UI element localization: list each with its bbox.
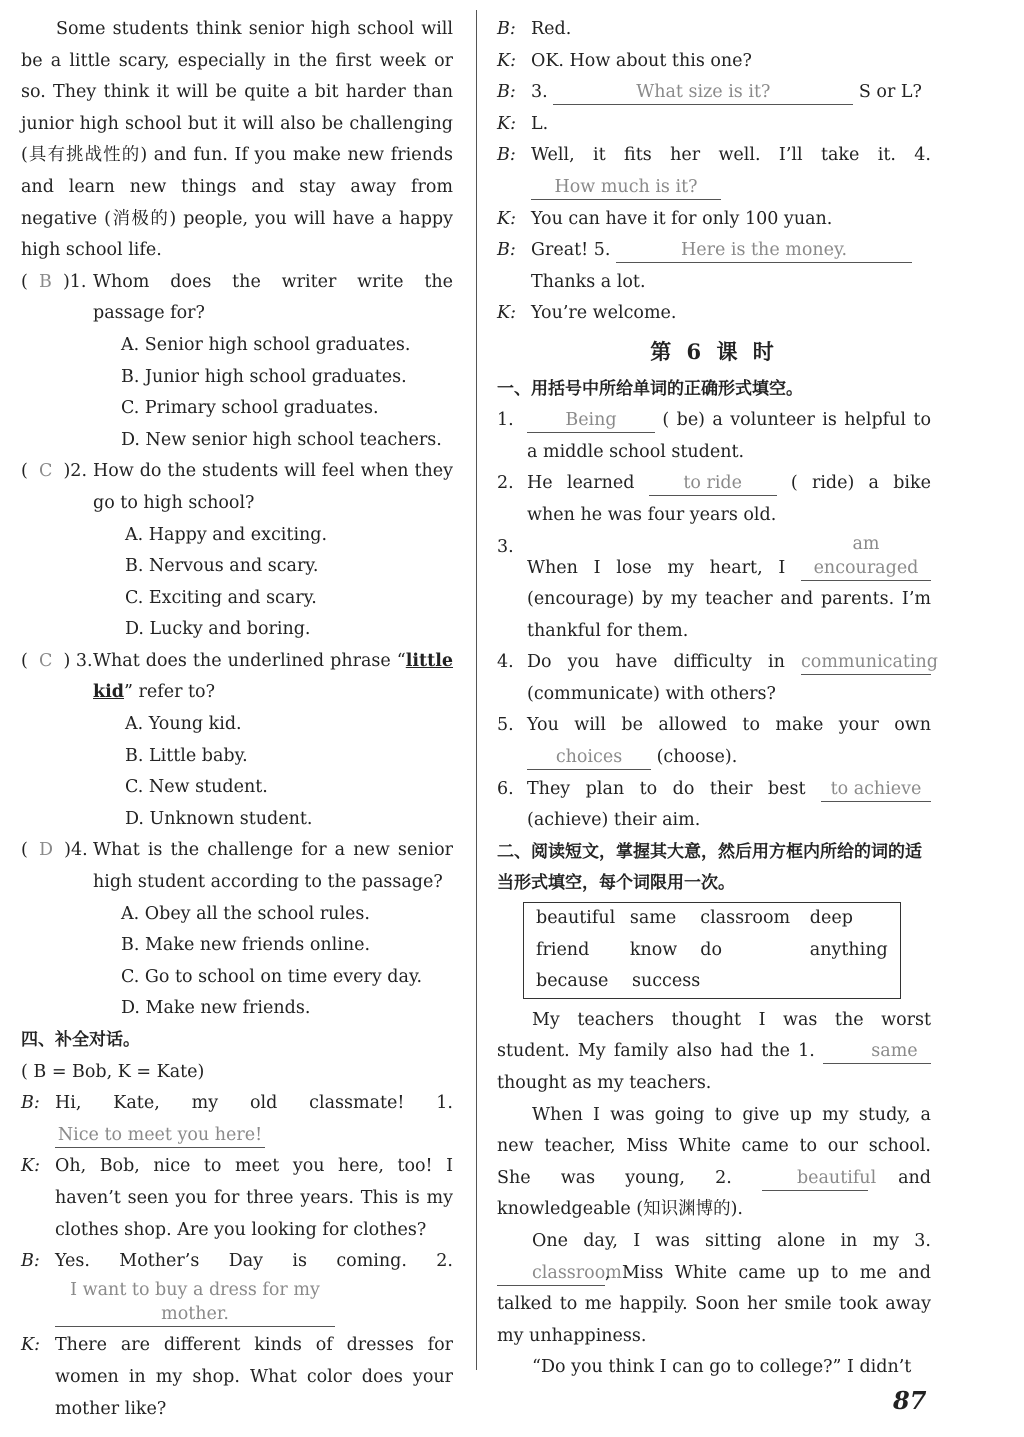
- word: do: [700, 939, 723, 960]
- answer-blank: to ride: [649, 471, 777, 496]
- answer-3: C: [38, 650, 53, 671]
- left-column: [21, 14, 453, 1425]
- option: B. Make new friends online.: [121, 935, 371, 956]
- dialogue-line: B: Hi, Kate, my old classmate! 1. Nice to meet you here!: [21, 1088, 453, 1151]
- part-1-title: 一、用括号中所给单词的正确形式填空。: [497, 378, 803, 399]
- word-box-row: [536, 935, 888, 967]
- question-2-text: How do the students will feel when they go to high school?: [93, 461, 453, 513]
- word: same: [629, 908, 677, 929]
- speaker: K:: [497, 303, 516, 324]
- speaker: B:: [497, 240, 516, 261]
- answer-blank: I want to buy a dress for my mother.: [55, 1278, 335, 1327]
- dialogue-line: K: You can have it for only 100 yuan.: [497, 204, 931, 236]
- page-number: 87: [893, 1386, 927, 1415]
- answer-blank: communicating: [801, 650, 931, 675]
- answer-blank: classroom: [497, 1261, 605, 1286]
- dialogue-line: K: You’re welcome.: [497, 298, 931, 330]
- answer-blank: am encouraged: [801, 532, 931, 581]
- option: C. Exciting and scary.: [125, 587, 317, 608]
- option: C. Primary school graduates.: [121, 398, 379, 419]
- dialogue-line: B: Great! 5. Here is the money. Thanks a lot.: [497, 235, 931, 298]
- word: beautiful: [536, 908, 616, 929]
- option: B. Little baby.: [125, 745, 248, 766]
- speaker: K:: [497, 113, 516, 134]
- word-box-row: [536, 966, 888, 998]
- section-4-note: ( B = Bob, K = Kate): [21, 1061, 205, 1082]
- dialogue-line: K: Oh, Bob, nice to meet you here, too! I haven’t seen you for three years. This is my clothes shop. Are you looking for clothes?: [21, 1151, 453, 1246]
- option: A. Young kid.: [125, 714, 242, 735]
- word: success: [632, 971, 701, 992]
- question-1: ( B )1. Whom does the writer write the passage for? A. Senior high school graduates. B. Junior high school graduates. C. Primary school graduates. D. New senior high school teachers.: [21, 267, 453, 457]
- underlined-phrase: little kid: [93, 650, 453, 703]
- question-1-text: Whom does the writer write the passage for?: [93, 271, 453, 324]
- word: friend: [536, 939, 590, 960]
- question-4: ( D )4. What is the challenge for a new senior high student according to the passage? A. Obey all the school rules. B. Make new friends online. C. Go to school on time every day. D. Make new friends.: [21, 835, 453, 1025]
- option: D. Lucky and boring.: [125, 619, 311, 640]
- answer-1: B: [38, 271, 52, 292]
- fill-item: 3. When I lose my heart, I am encouraged (encourage) by my teacher and parents. I’m thankful for them.: [497, 533, 931, 641]
- answer-blank: Nice to meet you here!: [55, 1123, 265, 1148]
- word: know: [629, 939, 678, 960]
- speaker: B:: [497, 19, 516, 39]
- answer-blank: choices: [527, 745, 651, 770]
- dialogue-line: K: OK. How about this one?: [497, 46, 931, 78]
- option: B. Nervous and scary.: [125, 556, 319, 577]
- word: classroom: [700, 908, 791, 929]
- lesson-title: 第 6 课 时: [650, 338, 778, 364]
- option: C. New student.: [125, 777, 268, 798]
- speaker: K:: [21, 1156, 40, 1177]
- fill-item: 6. They plan to do their best to achieve (achieve) their aim.: [497, 774, 931, 837]
- speaker: B:: [21, 1093, 40, 1114]
- word-box-row: [536, 903, 888, 935]
- story-paragraph-3: One day, I was sitting alone in my 3. classroom, Miss White came up to me and talked to me happily. Soon her smile took away my unhappiness.: [497, 1230, 931, 1346]
- option: A. Obey all the school rules.: [121, 903, 370, 924]
- speaker: B:: [21, 1251, 40, 1272]
- question-3-text: What does the underlined phrase “little kid” refer to?: [93, 650, 453, 703]
- word: deep: [809, 908, 853, 929]
- answer-blank: to achieve: [821, 777, 931, 802]
- answer-blank: beautiful: [762, 1166, 868, 1191]
- speaker: B:: [497, 82, 516, 103]
- dialogue-line: K: L.: [497, 109, 931, 141]
- answer-2: C: [38, 461, 53, 482]
- story-paragraph-1: My teachers thought I was the worst student. My family also had the 1. same thought as my teachers.: [497, 1009, 931, 1093]
- word: anything: [809, 939, 888, 960]
- question-2: ( C )2. How do the students will feel when they go to high school? A. Happy and exciting. B. Nervous and scary. C. Exciting and scary. D. Lucky and boring.: [21, 456, 453, 646]
- right-column: [497, 14, 939, 1384]
- answer-4: D: [38, 840, 53, 861]
- dialogue-line: B: Red.: [497, 14, 931, 46]
- section-4-title: 四、补全对话。: [21, 1030, 140, 1050]
- answer-blank: Here is the money.: [616, 238, 912, 263]
- fill-item: 2. He learned to ride ( ride) a bike when he was four years old.: [497, 473, 931, 525]
- option: D. Unknown student.: [125, 808, 313, 829]
- option: A. Happy and exciting.: [125, 524, 328, 545]
- dialogue-line: B: 3. What size is it? S or L?: [497, 77, 931, 109]
- speaker: B:: [497, 145, 516, 166]
- dialogue-line: K: There are different kinds of dresses for women in my shop. What color does your mother like?: [21, 1330, 453, 1425]
- answer-blank: Being: [527, 408, 655, 433]
- part-2-title: 二、阅读短文，掌握其大意，然后用方框内所给的词的适当形式填空，每个词限用一次。: [497, 841, 922, 894]
- word: because: [536, 971, 609, 992]
- fill-item: 4. Do you have difficulty in communicating (communicate) with others?: [497, 652, 939, 704]
- story-paragraph-2: When I was going to give up my study, a new teacher, Miss White came to our school. She was young, 2. beautiful and knowledgeable (知识渊博的).: [497, 1104, 931, 1220]
- question-4-text: What is the challenge for a new senior high student according to the passage?: [93, 840, 453, 893]
- speaker: K:: [21, 1335, 40, 1356]
- question-3: ( C ) 3. What does the underlined phrase “little kid” refer to? A. Young kid. B. Little baby. C. New student. D. Unknown student.: [21, 646, 453, 836]
- option: A. Senior high school graduates.: [121, 334, 411, 355]
- speaker: K:: [497, 208, 516, 229]
- word-box: [523, 902, 901, 999]
- option: D. Make new friends.: [121, 998, 311, 1019]
- option: C. Go to school on time every day.: [121, 966, 423, 987]
- answer-blank: How much is it?: [531, 175, 721, 200]
- answer-blank: What size is it?: [553, 80, 853, 105]
- option: B. Junior high school graduates.: [121, 366, 407, 387]
- speaker: K:: [497, 50, 516, 71]
- dialogue-line: B: Well, it fits her well. I’ll take it. 4. How much is it?: [497, 140, 931, 203]
- dialogue-line: B: Yes. Mother’s Day is coming. 2. I want to buy a dress for my mother.: [21, 1246, 453, 1330]
- fill-item: 5. You will be allowed to make your own choices (choose).: [497, 710, 931, 773]
- story-paragraph-4: “Do you think I can go to college?” I didn’t: [532, 1357, 912, 1378]
- column-divider: [476, 10, 477, 1370]
- reading-passage: Some students think senior high school will be a little scary, especially in the first week or so. They think it will be quite a bit harder than junior high school but it will also be challenging (具有挑战性的) and fun. If you make new friends and learn new things and stay away from negative (消极的) people, you will have a happy high school life.: [21, 19, 453, 261]
- option: D. New senior high school teachers.: [121, 429, 442, 450]
- answer-blank: same: [823, 1039, 931, 1064]
- fill-item: 1. Being ( be) a volunteer is helpful to a middle school student.: [497, 410, 931, 462]
